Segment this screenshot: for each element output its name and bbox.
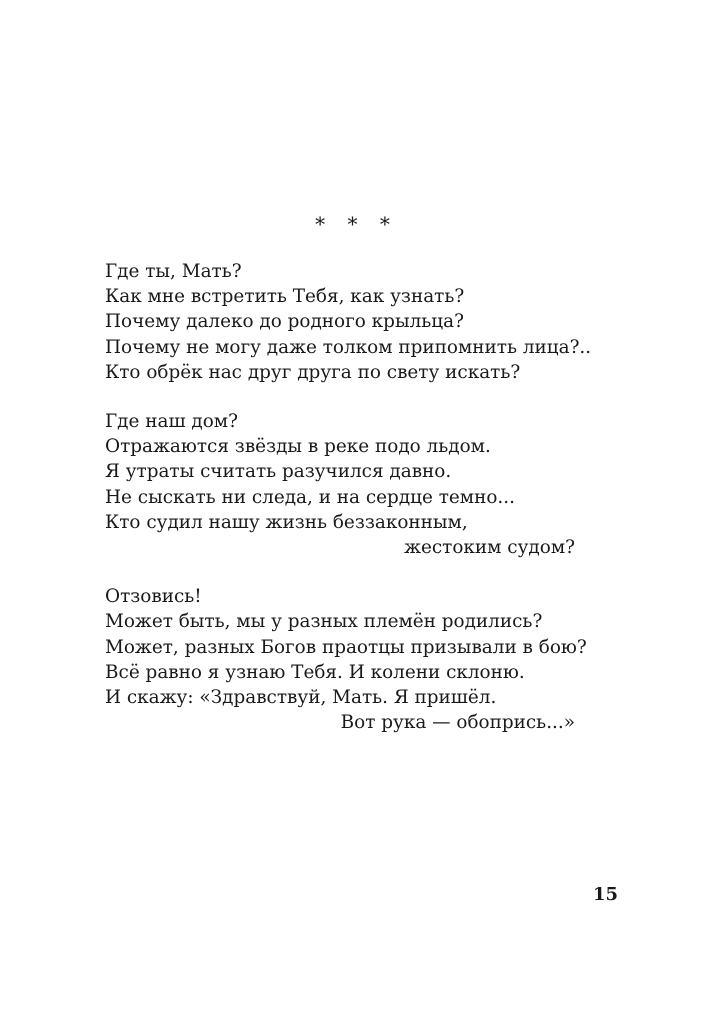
- stanza-3: [105, 584, 587, 735]
- page-number: 15: [592, 884, 618, 905]
- poem-line: Отражаются звёзды в реке подо льдом.: [105, 436, 491, 458]
- poem-line: Как мне встретить Тебя, как узнать?: [105, 286, 465, 308]
- poem-line: Кто судил нашу жизнь беззаконным,: [105, 511, 468, 533]
- poem-line: Где ты, Мать?: [105, 261, 242, 282]
- poem-line: И скажу: «Здравствуй, Мать. Я пришёл.: [105, 687, 497, 709]
- poem-line: Отзовись!: [105, 586, 202, 608]
- poem: [105, 259, 592, 759]
- poem-line: Почему не могу даже толком припомнить лица?..: [105, 336, 592, 358]
- poem-line: Может, разных Богов праотцы призывали в бою?: [105, 636, 587, 658]
- poem-line-indented: Вот рука — обопрись...»: [340, 712, 575, 734]
- stanza-2: [105, 409, 575, 560]
- stanza-1: [105, 259, 592, 385]
- poem-line: Может быть, мы у разных племён родились?: [105, 611, 543, 633]
- poem-line: Кто обрёк нас друг друга по свету искать?: [105, 361, 521, 383]
- poem-line: Я утраты считать разучился давно.: [105, 461, 452, 483]
- poem-line: Почему далеко до родного крыльца?: [105, 311, 464, 333]
- poem-line-indented: жестоким судом?: [404, 537, 575, 559]
- poem-line: Где наш дом?: [105, 411, 238, 433]
- poem-line: Не сыскать ни следа, и на сердце темно...: [105, 486, 515, 508]
- poem-line: Всё равно я узнаю Тебя. И колени склоню.: [105, 661, 525, 683]
- section-separator: * * *: [315, 212, 398, 236]
